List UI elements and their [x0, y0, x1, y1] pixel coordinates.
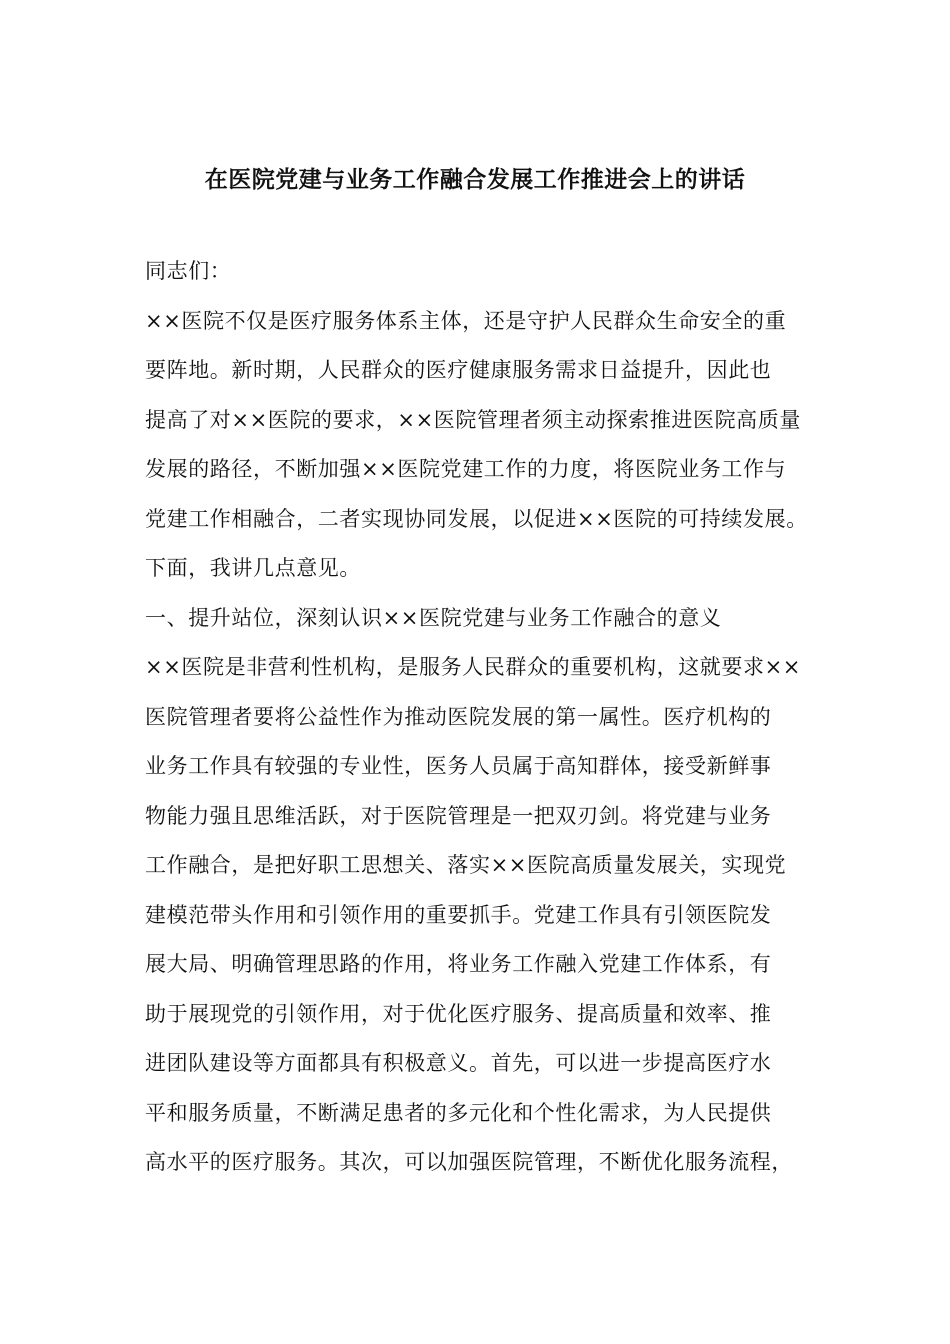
- body-line: 进团队建设等方面都具有积极意义。首先，可以进一步提高医疗水: [145, 1051, 772, 1075]
- body-line: 业务工作具有较强的专业性，医务人员属于高知群体，接受新鲜事: [145, 754, 772, 778]
- document-title: 在医院党建与业务工作融合发展工作推进会上的讲话: [204, 166, 746, 193]
- body-line: 医院管理者要将公益性作为推动医院发展的第一属性。医疗机构的: [145, 704, 772, 729]
- body-line: 提高了对××医院的要求，××医院管理者须主动探索推进医院高质量: [145, 407, 801, 432]
- body-line: 助于展现党的引领作用，对于优化医疗服务、提高质量和效率、推: [145, 1001, 772, 1026]
- section-heading: 一、提升站位，深刻认识××医院党建与业务工作融合的意义: [145, 605, 722, 630]
- body-line: 发展的路径，不断加强××医院党建工作的力度，将医院业务工作与: [145, 457, 787, 481]
- body-line: 工作融合，是把好职工思想关、落实××医院高质量发展关，实现党: [145, 853, 787, 877]
- body-line: 展大局、明确管理思路的作用，将业务工作融入党建工作体系，有: [145, 952, 772, 976]
- salutation: 同志们：: [145, 259, 232, 283]
- body-line: 物能力强且思维活跃，对于医院管理是一把双刃剑。将党建与业务: [145, 803, 772, 828]
- body-line: 下面，我讲几点意见。: [145, 556, 361, 580]
- body-line: ××医院是非营利性机构，是服务人民群众的重要机构，这就要求××: [145, 655, 801, 679]
- document-body: [145, 247, 845, 1188]
- body-line: 平和服务质量，不断满足患者的多元化和个性化需求，为人民提供: [145, 1100, 772, 1125]
- body-line: 高水平的医疗服务。其次，可以加强医院管理，不断优化服务流程，: [145, 1150, 793, 1174]
- body-line: 建模范带头作用和引领作用的重要抓手。党建工作具有引领医院发: [145, 902, 772, 927]
- body-line: ××医院不仅是医疗服务体系主体，还是守护人民群众生命安全的重: [145, 308, 787, 333]
- body-line: 要阵地。新时期，人民群众的医疗健康服务需求日益提升，因此也: [145, 358, 772, 382]
- body-line: 党建工作相融合，二者实现协同发展，以促进××医院的可持续发展。: [145, 506, 808, 531]
